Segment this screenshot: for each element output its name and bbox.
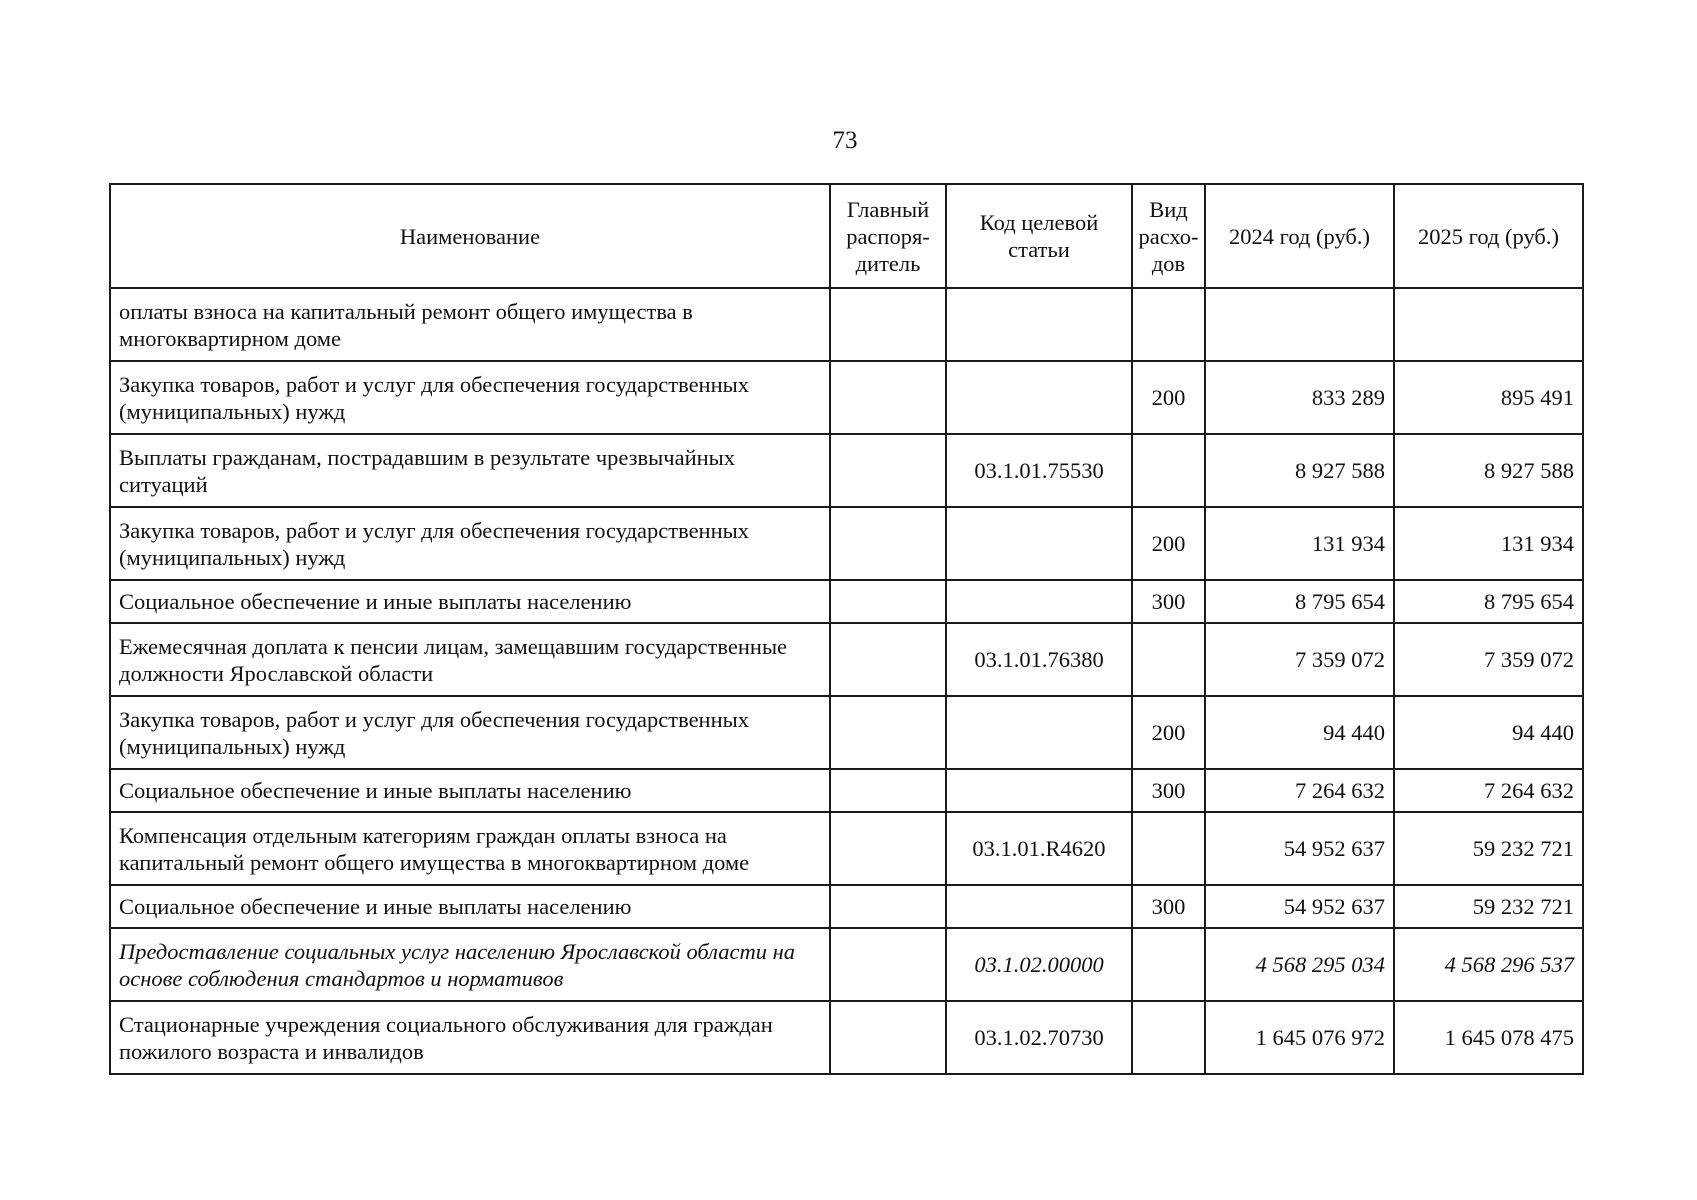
- table-row: [110, 434, 1583, 507]
- row-code: [946, 580, 1132, 623]
- row-kind: [1132, 623, 1205, 696]
- row-2025: 59 232 721: [1394, 812, 1583, 885]
- row-2024: 131 934: [1205, 507, 1394, 580]
- row-2024: 833 289: [1205, 361, 1394, 434]
- table-row-subprogram: [110, 928, 1583, 1001]
- row-kind: [1132, 812, 1205, 885]
- row-manager: [830, 769, 946, 812]
- row-code: [946, 288, 1132, 361]
- row-2025: 1 645 078 475: [1394, 1001, 1583, 1074]
- row-2024: 54 952 637: [1205, 812, 1394, 885]
- row-2024: 1 645 076 972: [1205, 1001, 1394, 1074]
- row-kind: 300: [1132, 769, 1205, 812]
- row-kind: [1132, 1001, 1205, 1074]
- row-code: [946, 885, 1132, 928]
- row-2025: 7 359 072: [1394, 623, 1583, 696]
- row-2024: 7 359 072: [1205, 623, 1394, 696]
- row-manager: [830, 580, 946, 623]
- header-name: Наименование: [110, 184, 830, 288]
- row-code: [946, 696, 1132, 769]
- table-row: [110, 812, 1583, 885]
- row-manager: [830, 696, 946, 769]
- row-manager: [830, 507, 946, 580]
- row-kind: 200: [1132, 507, 1205, 580]
- table-row: [110, 623, 1583, 696]
- row-2024: [1205, 288, 1394, 361]
- row-2024: 8 927 588: [1205, 434, 1394, 507]
- row-manager: [830, 1001, 946, 1074]
- row-name: Стационарные учреждения социального обслуживания для граждан пожилого возраста и инвалидов: [110, 1001, 830, 1074]
- row-2025: 8 927 588: [1394, 434, 1583, 507]
- row-name: Выплаты гражданам, пострадавшим в результате чрезвычайных ситуаций: [110, 434, 830, 507]
- row-manager: [830, 885, 946, 928]
- header-code: Код целевой статьи: [946, 184, 1132, 288]
- row-code: 03.1.02.00000: [946, 928, 1132, 1001]
- row-2025: 59 232 721: [1394, 885, 1583, 928]
- row-code: [946, 507, 1132, 580]
- row-name: Социальное обеспечение и иные выплаты населению: [110, 885, 830, 928]
- row-name: Закупка товаров, работ и услуг для обеспечения государственных (муниципальных) нужд: [110, 696, 830, 769]
- row-2025: 131 934: [1394, 507, 1583, 580]
- row-2025: [1394, 288, 1583, 361]
- budget-table: [109, 183, 1584, 1075]
- row-kind: 300: [1132, 885, 1205, 928]
- row-2025: 4 568 296 537: [1394, 928, 1583, 1001]
- row-kind: 200: [1132, 361, 1205, 434]
- table-row: [110, 885, 1583, 928]
- row-2024: 7 264 632: [1205, 769, 1394, 812]
- row-name: Закупка товаров, работ и услуг для обеспечения государственных (муниципальных) нужд: [110, 361, 830, 434]
- table-row: [110, 288, 1583, 361]
- row-kind: [1132, 928, 1205, 1001]
- row-code: 03.1.01.R4620: [946, 812, 1132, 885]
- row-name: Социальное обеспечение и иные выплаты населению: [110, 769, 830, 812]
- row-kind: 300: [1132, 580, 1205, 623]
- row-code: [946, 769, 1132, 812]
- header-2024: 2024 год (руб.): [1205, 184, 1394, 288]
- row-name: Закупка товаров, работ и услуг для обеспечения государственных (муниципальных) нужд: [110, 507, 830, 580]
- row-name: Социальное обеспечение и иные выплаты населению: [110, 580, 830, 623]
- header-manager: Главный распоря-дитель: [830, 184, 946, 288]
- row-2025: 94 440: [1394, 696, 1583, 769]
- row-2025: 7 264 632: [1394, 769, 1583, 812]
- row-name: Ежемесячная доплата к пенсии лицам, замещавшим государственные должности Ярославской области: [110, 623, 830, 696]
- table-row: [110, 580, 1583, 623]
- row-name: Предоставление социальных услуг населению Ярославской области на основе соблюдения стандартов и нормативов: [110, 928, 830, 1001]
- table-row: [110, 1001, 1583, 1074]
- row-manager: [830, 812, 946, 885]
- row-code: [946, 361, 1132, 434]
- row-code: 03.1.02.70730: [946, 1001, 1132, 1074]
- row-code: 03.1.01.76380: [946, 623, 1132, 696]
- row-kind: [1132, 288, 1205, 361]
- header-kind: Вид расхо-дов: [1132, 184, 1205, 288]
- row-name: Компенсация отдельным категориям граждан оплаты взноса на капитальный ремонт общего имущества в многоквартирном доме: [110, 812, 830, 885]
- row-2024: 94 440: [1205, 696, 1394, 769]
- row-manager: [830, 623, 946, 696]
- row-manager: [830, 928, 946, 1001]
- row-code: 03.1.01.75530: [946, 434, 1132, 507]
- row-2025: 8 795 654: [1394, 580, 1583, 623]
- row-name: оплаты взноса на капитальный ремонт общего имущества в многоквартирном доме: [110, 288, 830, 361]
- row-2024: 54 952 637: [1205, 885, 1394, 928]
- table-row: [110, 507, 1583, 580]
- row-2024: 8 795 654: [1205, 580, 1394, 623]
- row-manager: [830, 434, 946, 507]
- table-row: [110, 361, 1583, 434]
- row-manager: [830, 288, 946, 361]
- row-2025: 895 491: [1394, 361, 1583, 434]
- header-2025: 2025 год (руб.): [1394, 184, 1583, 288]
- table-row: [110, 769, 1583, 812]
- row-kind: [1132, 434, 1205, 507]
- row-kind: 200: [1132, 696, 1205, 769]
- table-row: [110, 696, 1583, 769]
- row-manager: [830, 361, 946, 434]
- page-number: 73: [832, 127, 858, 154]
- header-row: [110, 184, 1583, 288]
- row-2024: 4 568 295 034: [1205, 928, 1394, 1001]
